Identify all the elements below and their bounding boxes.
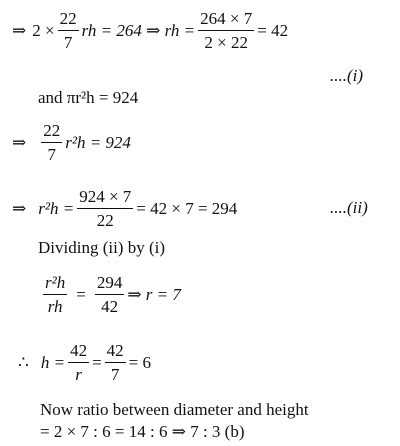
- fraction-numerator: 42: [68, 342, 89, 363]
- fraction-numerator: 924 × 7: [77, 188, 133, 209]
- fraction: [95, 274, 125, 315]
- fraction: [77, 188, 133, 229]
- expr-text: Dividing (ii) by (i): [38, 238, 166, 257]
- equation-line-7: [18, 342, 151, 383]
- fraction-denominator: r: [75, 365, 82, 384]
- fraction-numerator: r²h: [43, 274, 67, 295]
- fraction-denominator: 7: [47, 145, 56, 164]
- expr-text: h =: [40, 352, 66, 372]
- expr-text: =: [76, 284, 86, 304]
- expr-text: r²h = 924: [65, 132, 131, 152]
- fraction: [68, 342, 89, 383]
- equation-line-5: [38, 238, 165, 258]
- expr-text: 2 ×: [32, 20, 55, 40]
- fraction-denominator: 7: [63, 33, 73, 52]
- fraction-numerator: 22: [41, 122, 62, 143]
- fraction-denominator: 2 × 22: [204, 33, 248, 52]
- fraction-denominator: 42: [101, 297, 119, 316]
- equation-line-9: [40, 422, 245, 442]
- implies-symbol: ⇒: [12, 132, 27, 152]
- equation-ref-2: ....(ii): [330, 198, 368, 217]
- fraction-numerator: 42: [105, 342, 126, 363]
- expr-text: and πr²h = 924: [38, 88, 139, 107]
- expr-text: =: [92, 352, 102, 372]
- expr-text: = 42: [257, 20, 289, 40]
- fraction: [41, 122, 62, 163]
- expr-text: = 2 × 7 : 6 = 14 : 6 ⇒ 7 : 3 (b): [40, 422, 245, 441]
- fraction-numerator: 22: [58, 10, 79, 31]
- fraction-denominator: rh: [47, 297, 63, 316]
- expr-text: r²h =: [38, 198, 75, 218]
- therefore-symbol: ∴: [18, 352, 29, 372]
- equation-line-2: [38, 88, 138, 108]
- fraction-numerator: 294: [95, 274, 125, 295]
- equation-line-8: [40, 400, 309, 420]
- equation-line-4: [12, 188, 237, 229]
- expr-text: = 42 × 7 = 294: [136, 198, 238, 218]
- equation-line-1: [12, 10, 288, 51]
- expr-text: rh = 264 ⇒ rh =: [81, 20, 196, 40]
- fraction-denominator: 7: [110, 365, 120, 384]
- expr-text: = 6: [128, 352, 151, 372]
- fraction: [198, 10, 254, 51]
- implies-symbol: ⇒: [12, 198, 27, 218]
- equation-ref-1: ....(i): [330, 66, 364, 85]
- fraction: [43, 274, 67, 315]
- fraction-denominator: 22: [96, 211, 114, 230]
- implies-symbol: ⇒: [12, 20, 27, 40]
- equation-line-6: [40, 274, 181, 315]
- equation-line-3: [12, 122, 131, 163]
- fraction: [105, 342, 126, 383]
- expr-text: ⇒ r = 7: [127, 284, 181, 304]
- expr-text: Now ratio between diameter and height: [40, 400, 309, 419]
- fraction: [58, 10, 79, 51]
- fraction-numerator: 264 × 7: [198, 10, 254, 31]
